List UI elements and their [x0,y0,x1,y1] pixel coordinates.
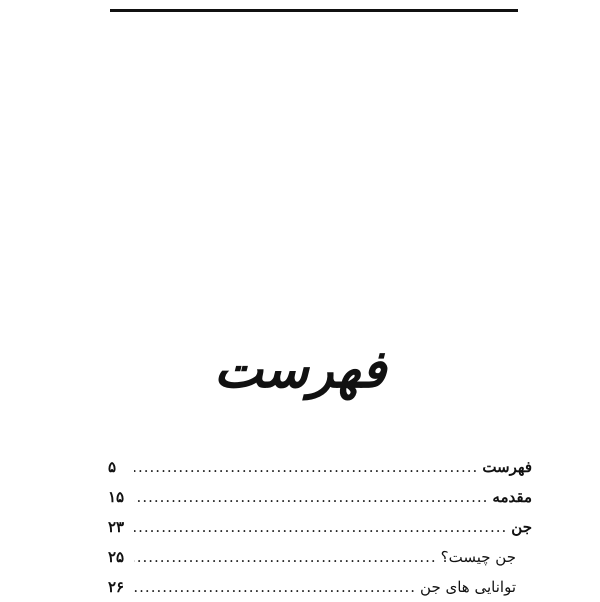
toc-entry-page: ۲۳ [108,518,125,536]
toc-entry-title: توانایی های جن [420,578,516,596]
toc-entry[interactable] [108,572,532,602]
table-of-contents [108,452,532,602]
toc-leader-dots [134,482,488,512]
toc-leader-dots [134,512,507,542]
toc-entry-title: فهرست [482,458,532,476]
toc-entry-title: جن [511,518,532,536]
toc-entry[interactable] [108,482,532,512]
toc-leader-dots [134,572,416,602]
toc-entry-page: ۱۵ [108,488,125,506]
page-title: فهرست [213,339,387,400]
toc-leader-dots [134,542,437,572]
toc-entry-page: ۲۵ [108,548,125,566]
toc-entry-page: ۵ [108,458,117,476]
toc-leader-dots [134,452,478,482]
toc-entry-title: مقدمه [492,488,532,506]
toc-entry[interactable] [108,452,532,482]
toc-entry[interactable] [108,542,532,572]
top-rule [110,9,518,12]
toc-entry-title: جن چیست؟ [440,548,516,566]
toc-entry-page: ۲۶ [108,578,125,596]
toc-entry[interactable] [108,512,532,542]
